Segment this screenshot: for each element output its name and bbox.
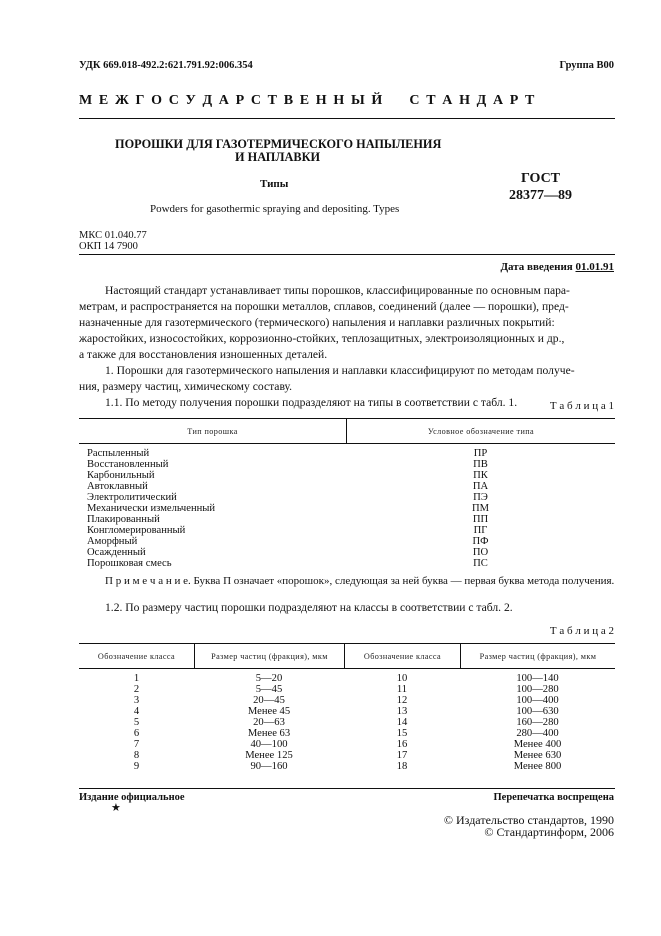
powder-type: Аморфный — [87, 536, 138, 547]
text-line: а также для восстановления изношенных деталей. — [79, 348, 328, 361]
table-row — [87, 547, 615, 558]
type-designation: ПК — [473, 470, 488, 481]
codes-divider — [79, 254, 615, 255]
table1-header-designation: Условное обозначение типа — [427, 427, 535, 436]
powder-type: Механически измельченный — [87, 503, 216, 514]
particle-size: 100—630 — [516, 706, 559, 717]
type-designation: ПС — [473, 558, 488, 569]
particle-size: Менее 400 — [513, 739, 562, 750]
class-number: 7 — [133, 739, 140, 750]
copyright-block — [444, 814, 614, 838]
table-row — [79, 750, 615, 761]
udk-code: УДК 669.018-492.2:621.791.92:006.354 — [79, 60, 253, 71]
text-line: 1.1. По методу получения порошки подразделяют на типы в соответствии с табл. 1. — [105, 396, 518, 409]
particle-size: 280—400 — [516, 728, 559, 739]
table-row — [79, 728, 615, 739]
table-row — [79, 739, 615, 750]
introduction-date-label: Дата введения — [500, 261, 573, 273]
table-row — [79, 684, 615, 695]
table-row — [79, 761, 615, 772]
table-row — [87, 503, 615, 514]
table2-header-class-2: Обозначение класса — [363, 652, 442, 661]
table-row — [79, 695, 615, 706]
paragraph-scope — [79, 283, 615, 411]
type-designation: ПП — [472, 514, 489, 525]
particle-size: 100—400 — [516, 695, 559, 706]
class-number: 18 — [396, 761, 408, 772]
particle-size: 100—140 — [516, 673, 559, 684]
class-number: 11 — [396, 684, 408, 695]
particle-size: Менее 630 — [513, 750, 562, 761]
document-title — [115, 138, 441, 164]
classification-codes — [79, 230, 147, 252]
particle-size: Менее 125 — [245, 750, 293, 761]
class-number: 10 — [396, 673, 408, 684]
table-row — [87, 558, 615, 569]
type-designation: ПЭ — [473, 492, 488, 503]
note-text: Буква П означает «порошок», следующая за ней буква — первая буква метода получения. — [190, 575, 615, 587]
type-designation: ПА — [472, 481, 489, 492]
table1-caption: Т а б л и ц а 1 — [549, 400, 614, 412]
powder-type: Осажденный — [87, 547, 146, 558]
powder-type: Электролитический — [87, 492, 177, 503]
text-line: Настоящий стандарт устанавливает типы порошков, классифицированные по основным пара- — [105, 284, 570, 297]
title-line-1: ПОРОШКИ ДЛЯ ГАЗОТЕРМИЧЕСКОГО НАПЫЛЕНИЯ — [115, 137, 442, 151]
class-number: 6 — [133, 728, 140, 739]
paragraph-size-classes — [79, 600, 615, 616]
text-line: 1. Порошки для газотермического напыления и наплавки классифицируют по методам получе- — [105, 364, 575, 377]
particle-size: Менее 800 — [513, 761, 562, 772]
powder-type: Карбонильный — [87, 470, 155, 481]
table2-top-rule — [79, 643, 615, 644]
table-row — [79, 706, 615, 717]
class-number: 16 — [396, 739, 408, 750]
table-row — [87, 481, 615, 492]
reprint-prohibited: Перепечатка воспрещена — [493, 792, 614, 803]
english-title: Powders for gasothermic spraying and depositing. Types — [150, 203, 400, 215]
class-number: 17 — [396, 750, 408, 761]
type-designation: ПВ — [473, 459, 488, 470]
table1-note — [105, 575, 614, 587]
copyright-1990: © Издательство стандартов, 1990 — [443, 813, 614, 827]
text-line: 1.2. По размеру частиц порошки подразделяют на классы в соответствии с табл. 2. — [105, 601, 513, 614]
particle-size: 5—45 — [255, 684, 283, 695]
table-row — [87, 470, 615, 481]
interstate-standard-banner: М Е Ж Г О С У Д А Р С Т В Е Н Н Ы Й С Т А Н Д А Р Т — [79, 93, 536, 108]
text-line: метрам, и распространяется на порошки металлов, сплавов, соединений (далее — порошки), пред- — [79, 300, 569, 313]
document-subtitle: Типы — [260, 178, 289, 190]
text-line: назначенные для газотермического (термического) напыления и наплавки различных покрытий: — [79, 316, 555, 329]
official-edition: Издание официальное — [79, 792, 185, 803]
powder-type: Автоклавный — [87, 481, 148, 492]
table-row — [87, 448, 615, 459]
introduction-date-value: 01.01.91 — [575, 261, 614, 273]
class-number: 3 — [133, 695, 140, 706]
title-line-2: И НАПЛАВКИ — [235, 150, 321, 164]
powder-type: Конгломерированный — [87, 525, 186, 536]
type-designation: ПФ — [472, 536, 489, 547]
class-number: 14 — [396, 717, 408, 728]
table2-header-rule — [79, 668, 615, 669]
table1 — [87, 448, 615, 569]
particle-size: 90—160 — [250, 761, 288, 772]
class-number: 15 — [396, 728, 408, 739]
class-number: 13 — [396, 706, 408, 717]
type-designation: ПР — [473, 448, 488, 459]
class-number: 5 — [133, 717, 140, 728]
class-number: 9 — [133, 761, 140, 772]
type-designation: ПГ — [473, 525, 488, 536]
gost-number: 28377—89 — [509, 188, 572, 203]
class-number: 12 — [396, 695, 408, 706]
mks-code: МКС 01.040.77 — [79, 230, 147, 241]
star-icon: ★ — [111, 802, 121, 814]
particle-size: 40—100 — [250, 739, 288, 750]
text-line: ния, размеру частиц, химическому составу. — [79, 380, 293, 393]
table-row — [79, 673, 615, 684]
table-row — [79, 717, 615, 728]
introduction-date — [500, 261, 614, 273]
table2-header-size: Размер частиц (фракция), мкм — [211, 652, 328, 661]
group-code: Группа В00 — [559, 60, 614, 71]
footer-rule — [79, 788, 615, 789]
gost-label: ГОСТ — [520, 171, 561, 186]
okp-code: ОКП 14 7900 — [79, 241, 138, 252]
table-row — [87, 525, 615, 536]
table2 — [79, 673, 615, 772]
particle-size: Менее 45 — [247, 706, 291, 717]
class-number: 2 — [133, 684, 140, 695]
table1-header-rule — [79, 443, 615, 444]
table-row — [87, 459, 615, 470]
type-designation: ПО — [472, 547, 489, 558]
table2-header-class: Обозначение класса — [97, 652, 176, 661]
text-line: жаростойких, износостойких, коррозионно-стойких, теплозащитных, электроизоляционных и др., — [79, 332, 565, 345]
particle-size: 5—20 — [255, 673, 283, 684]
class-number: 1 — [133, 673, 140, 684]
powder-type: Плакированный — [87, 514, 160, 525]
particle-size: 160—280 — [516, 717, 559, 728]
table1-top-rule — [79, 418, 615, 419]
table2-caption: Т а б л и ц а 2 — [549, 625, 614, 637]
powder-type: Порошковая смесь — [87, 558, 172, 569]
particle-size: 100—280 — [516, 684, 559, 695]
powder-type: Распыленный — [87, 448, 150, 459]
table-row — [87, 536, 615, 547]
table-row — [87, 492, 615, 503]
gost-designation — [509, 170, 572, 204]
particle-size: 20—45 — [253, 695, 285, 706]
type-designation: ПМ — [471, 503, 490, 514]
class-number: 8 — [133, 750, 140, 761]
table-row — [87, 514, 615, 525]
particle-size: Менее 63 — [247, 728, 291, 739]
powder-type: Восстановленный — [87, 459, 169, 470]
particle-size: 20—63 — [253, 717, 285, 728]
banner-divider — [79, 118, 615, 119]
copyright-2006: © Стандартинформ, 2006 — [484, 825, 614, 839]
note-label: П р и м е ч а н и е. — [105, 575, 191, 587]
class-number: 4 — [133, 706, 140, 717]
table2-header-size-2: Размер частиц (фракция), мкм — [479, 652, 597, 661]
table1-header-type: Тип порошка — [187, 427, 238, 436]
